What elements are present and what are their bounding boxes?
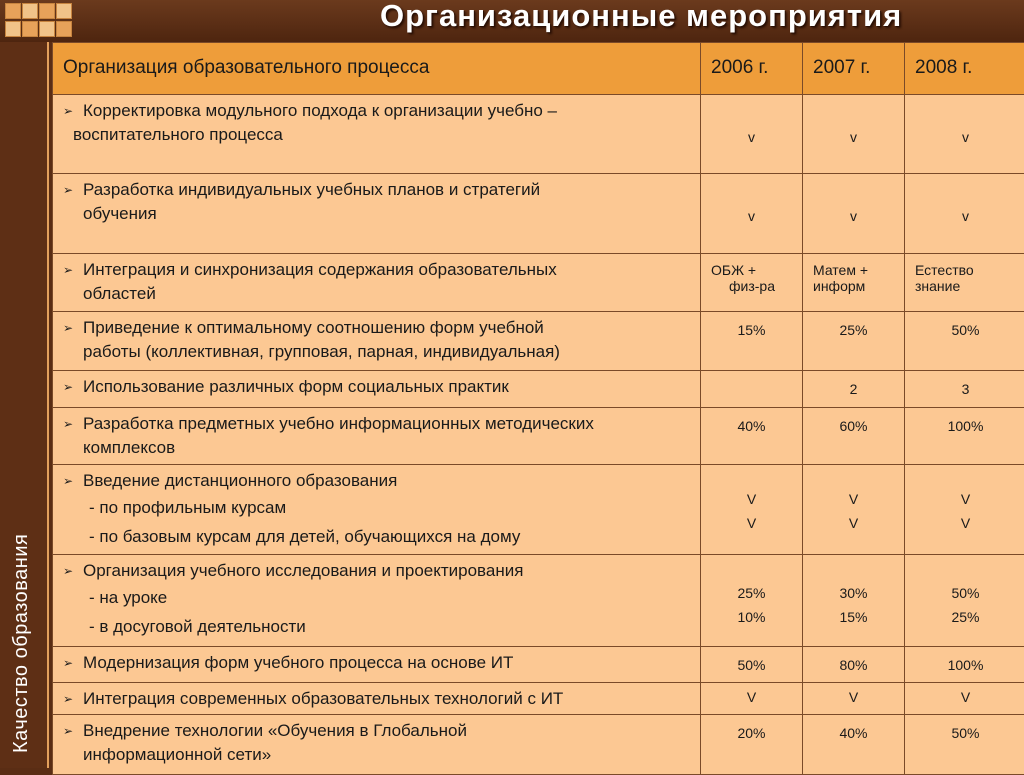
value-line: V (803, 487, 904, 511)
value-line: информ (813, 278, 904, 294)
task-sub-line: - по базовым курсам для детей, обучающихся на дому (63, 522, 692, 551)
value-2007 (803, 254, 905, 312)
task-line: информационной сети» (63, 743, 692, 767)
value-2008: v (905, 95, 1024, 174)
bullet-arrow-icon: ➢ (63, 412, 73, 436)
bullet-arrow-icon: ➢ (63, 178, 73, 202)
slide-title: Организационные мероприятия (380, 0, 902, 34)
value-2006 (701, 555, 803, 647)
decor-square (5, 3, 21, 19)
task-sub-line: - в досуговой деятельности (63, 612, 692, 641)
task-line: областей (63, 282, 692, 306)
table-row (53, 371, 1024, 408)
task-cell (53, 555, 701, 647)
value-2008 (905, 254, 1024, 312)
bullet-arrow-icon: ➢ (63, 719, 73, 743)
task-cell (53, 174, 701, 254)
table-row (53, 254, 1024, 312)
measures-table (52, 42, 1024, 775)
table-header-row (53, 43, 1024, 95)
side-label: Качество образования (10, 534, 33, 753)
value-2007 (803, 465, 905, 555)
decor-square (39, 21, 55, 37)
task-sub-line: - на уроке (63, 583, 692, 612)
value-2006: v (701, 95, 803, 174)
task-line: работы (коллективная, групповая, парная, индивидуальная) (63, 340, 692, 364)
bullet-arrow-icon: ➢ (63, 559, 73, 583)
bullet-arrow-icon: ➢ (63, 258, 73, 282)
value-2007: V (803, 683, 905, 715)
value-line: 50% (905, 581, 1024, 605)
value-2006: 15% (701, 312, 803, 371)
bullet-arrow-icon: ➢ (63, 375, 73, 399)
value-2007: v (803, 174, 905, 254)
task-line: Организация учебного исследования и проектирования (63, 559, 692, 583)
value-line: V (905, 487, 1024, 511)
value-2007: 60% (803, 408, 905, 465)
task-line: Введение дистанционного образования (63, 469, 692, 493)
task-sub-line: - по профильным курсам (63, 493, 692, 522)
value-2008: V (905, 683, 1024, 715)
header-year-2006: 2006 г. (701, 43, 803, 95)
bullet-arrow-icon: ➢ (63, 469, 73, 493)
value-line: V (905, 511, 1024, 535)
value-2006: 20% (701, 715, 803, 775)
task-line: Разработка индивидуальных учебных планов и стратегий (63, 178, 692, 202)
side-divider (47, 42, 49, 768)
table-row (53, 95, 1024, 174)
task-line: Использование различных форм социальных практик (63, 375, 692, 399)
value-2008: 50% (905, 715, 1024, 775)
task-line: Интеграция и синхронизация содержания образовательных (63, 258, 692, 282)
value-line: V (803, 511, 904, 535)
task-line: Приведение к оптимальному соотношению форм учебной (63, 316, 692, 340)
table-row (53, 174, 1024, 254)
task-cell (53, 312, 701, 371)
task-cell (53, 371, 701, 408)
value-2008: 100% (905, 647, 1024, 683)
task-cell (53, 408, 701, 465)
value-2007: 80% (803, 647, 905, 683)
task-cell (53, 95, 701, 174)
value-line: Матем + (813, 262, 904, 278)
value-2008: 100% (905, 408, 1024, 465)
value-line: ОБЖ + (711, 262, 802, 278)
bullet-arrow-icon: ➢ (63, 651, 73, 675)
task-cell (53, 647, 701, 683)
value-line: физ-ра (711, 278, 802, 294)
value-2007: 2 (803, 371, 905, 408)
value-line: знание (915, 278, 1024, 294)
header-year-2007: 2007 г. (803, 43, 905, 95)
value-2008: 50% (905, 312, 1024, 371)
value-2006: 40% (701, 408, 803, 465)
task-line: Интеграция современных образовательных технологий с ИТ (63, 687, 692, 711)
bullet-arrow-icon: ➢ (63, 99, 73, 123)
value-line: 15% (803, 605, 904, 629)
table-row (53, 408, 1024, 465)
value-line: 25% (905, 605, 1024, 629)
value-2008 (905, 465, 1024, 555)
value-line: Естество (915, 262, 1024, 278)
table-row (53, 715, 1024, 775)
task-line: Внедрение технологии «Обучения в Глобальной (63, 719, 692, 743)
task-line: Модернизация форм учебного процесса на основе ИТ (63, 651, 692, 675)
value-line: V (701, 511, 802, 535)
value-2007 (803, 555, 905, 647)
task-cell (53, 254, 701, 312)
value-2006 (701, 465, 803, 555)
header-year-2008: 2008 г. (905, 43, 1024, 95)
table-row (53, 555, 1024, 647)
task-line: Корректировка модульного подхода к организации учебно – (63, 99, 692, 123)
decor-square (56, 3, 72, 19)
table-row (53, 312, 1024, 371)
value-2007: 40% (803, 715, 905, 775)
value-2008 (905, 555, 1024, 647)
decor-square (39, 3, 55, 19)
table-row (53, 647, 1024, 683)
value-line: 10% (701, 605, 802, 629)
value-2006 (701, 254, 803, 312)
value-2006: v (701, 174, 803, 254)
task-cell (53, 465, 701, 555)
value-2007: 25% (803, 312, 905, 371)
value-2007: v (803, 95, 905, 174)
value-2006: 50% (701, 647, 803, 683)
value-2008: 3 (905, 371, 1024, 408)
task-cell (53, 715, 701, 775)
task-line: Разработка предметных учебно информационных методических (63, 412, 692, 436)
table-row (53, 465, 1024, 555)
task-line: комплексов (63, 436, 692, 460)
bullet-arrow-icon: ➢ (63, 316, 73, 340)
bullet-arrow-icon: ➢ (63, 687, 73, 711)
decor-square (22, 21, 38, 37)
decor-square (22, 3, 38, 19)
value-2006: V (701, 683, 803, 715)
value-2008: v (905, 174, 1024, 254)
decor-square (5, 21, 21, 37)
task-line: обучения (63, 202, 692, 226)
task-line: воспитательного процесса (63, 123, 692, 147)
value-line: 30% (803, 581, 904, 605)
decor-square (56, 21, 72, 37)
value-line: V (701, 487, 802, 511)
table-row (53, 683, 1024, 715)
task-cell (53, 683, 701, 715)
value-2006 (701, 371, 803, 408)
value-line: 25% (701, 581, 802, 605)
header-task: Организация образовательного процесса (53, 43, 701, 95)
